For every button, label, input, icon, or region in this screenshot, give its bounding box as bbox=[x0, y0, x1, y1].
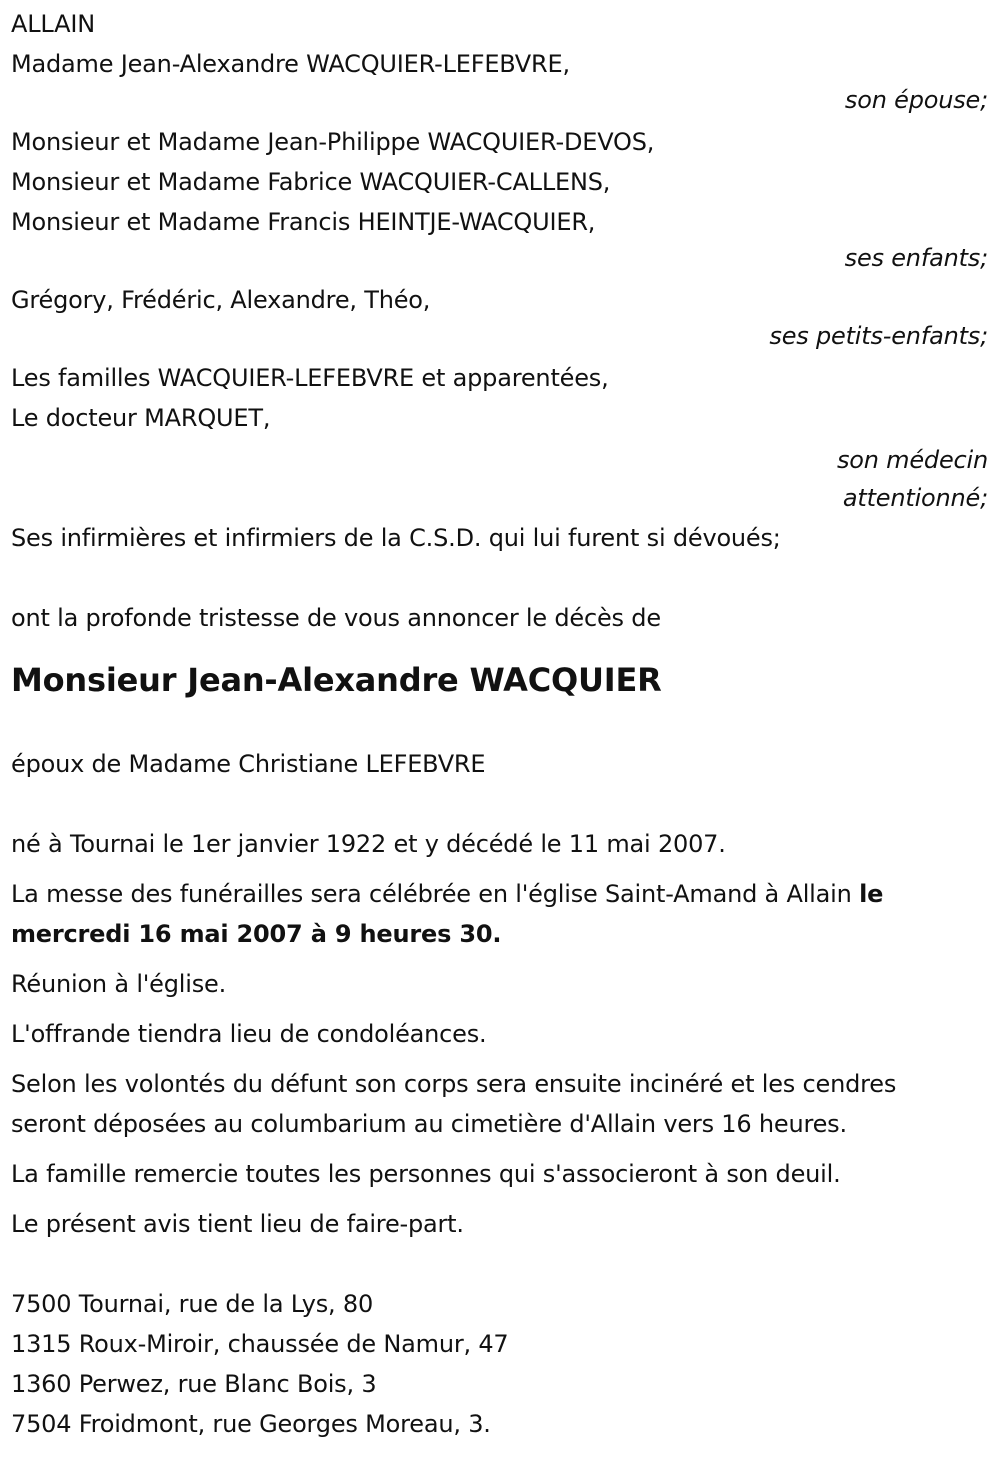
address-item: 1315 Roux-Miroir, chaussée de Namur, 47 bbox=[11, 1330, 509, 1358]
grandchildren-member: Grégory, Frédéric, Alexandre, Théo, bbox=[11, 286, 431, 314]
notice-text: Le présent avis tient lieu de faire-part. bbox=[11, 1210, 464, 1238]
role-grandchildren: ses petits-enfants; bbox=[769, 322, 988, 350]
offering-text: L'offrande tiendra lieu de condoléances. bbox=[11, 1020, 487, 1048]
spouse-member: Madame Jean-Alexandre WACQUIER-LEFEBVRE, bbox=[11, 50, 570, 78]
address-item: 7504 Froidmont, rue Georges Moreau, 3. bbox=[11, 1410, 491, 1438]
role-doctor-line2: attentionné; bbox=[842, 484, 988, 512]
address-item: 7500 Tournai, rue de la Lys, 80 bbox=[11, 1290, 374, 1318]
child-member: Monsieur et Madame Jean-Philippe WACQUIER-DEVOS, bbox=[11, 128, 655, 156]
thanks-text: La famille remercie toutes les personnes qui s'associeront à son deuil. bbox=[11, 1160, 841, 1188]
role-children: ses enfants; bbox=[844, 244, 988, 272]
meeting-text: Réunion à l'église. bbox=[11, 970, 227, 998]
birth-death-text: né à Tournai le 1er janvier 1922 et y décédé le 11 mai 2007. bbox=[11, 830, 726, 858]
doctor-member: Le docteur MARQUET, bbox=[11, 404, 271, 432]
role-spouse: son épouse; bbox=[844, 86, 988, 114]
role-doctor-line1: son médecin bbox=[836, 446, 988, 474]
child-member: Monsieur et Madame Francis HEINTJE-WACQUIER, bbox=[11, 208, 596, 236]
spouse-of-text: époux de Madame Christiane LEFEBVRE bbox=[11, 750, 486, 778]
place-heading: ALLAIN bbox=[11, 10, 95, 38]
mass-date: le mercredi 16 mai 2007 à 9 heures 30. bbox=[11, 880, 884, 948]
deceased-name: Monsieur Jean-Alexandre WACQUIER bbox=[11, 661, 662, 699]
mass-text: La messe des funérailles sera célébrée en l'église Saint-Amand à Allain bbox=[11, 880, 860, 908]
mass-paragraph bbox=[11, 874, 990, 954]
child-member: Monsieur et Madame Fabrice WACQUIER-CALLENS, bbox=[11, 168, 611, 196]
address-item: 1360 Perwez, rue Blanc Bois, 3 bbox=[11, 1370, 377, 1398]
cremation-text: Selon les volontés du défunt son corps sera ensuite incinéré et les cendres seront déposées au columbarium au cimetière d'Allain vers 16 heures. bbox=[11, 1070, 897, 1138]
nurses-member: Ses infirmières et infirmiers de la C.S.D. qui lui furent si dévoués; bbox=[11, 524, 781, 552]
announcement-text: ont la profonde tristesse de vous annoncer le décès de bbox=[11, 604, 661, 632]
address-list bbox=[11, 1284, 990, 1444]
family-member: Les familles WACQUIER-LEFEBVRE et apparentées, bbox=[11, 364, 609, 392]
